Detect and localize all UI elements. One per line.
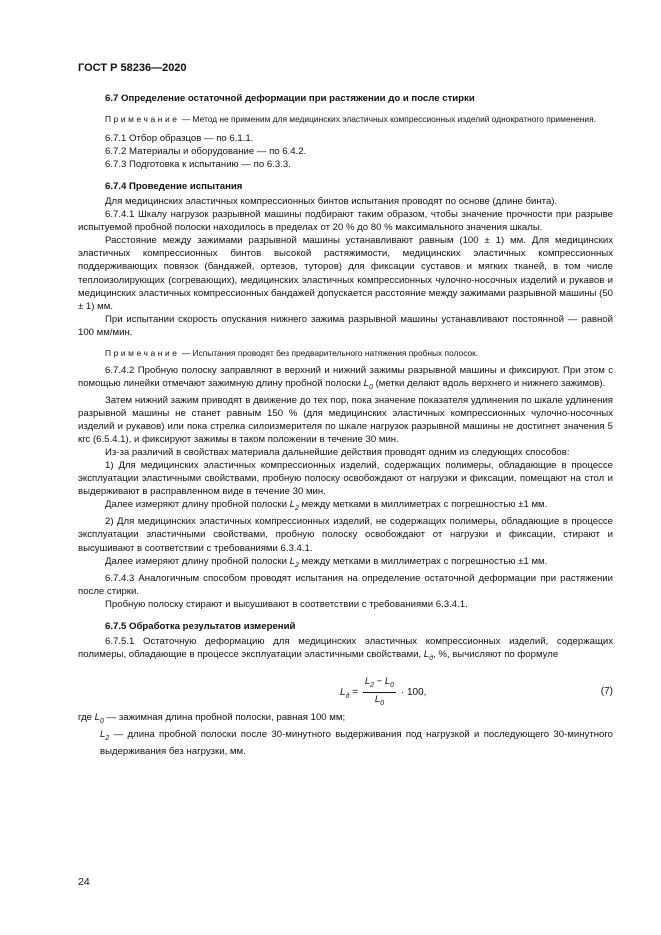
paragraph: Далее измеряют длину пробной полоски $L_2$ между метками в миллиметрах с погрешностью ±1 мм.: [105, 499, 548, 513]
paragraph: Расстояние между зажимами разрывной машины устанавливают равным (100 ± 1) мм. Для медицинских эластичных компрессионных бинтов высокой растяжимости, медицинских эластичных компрессионных поддерживающих повязок (бандажей, ортезов, туторов) для фиксации суставов и мягких тканей, в том числе теплоизолирующих (согревающих), медицинских эластичных компрессионных чулочно-носочных изделий и рукавов и медицинских эластичных компрессионных бандажей допускается расстояние между зажимами разрывной машины (50 ± 1) мм.: [78, 235, 613, 312]
paragraph: 6.7.5.1 Остаточную деформацию для медицинских эластичных компрессионных изделий, содержащих полимеры, обладающие в процессе эксплуатации эластичными свойствами, $L_д$, %, вычисляют по формуле: [78, 636, 613, 662]
item-6-7-2: 6.7.2 Материалы и оборудование — по 6.4.2.: [105, 145, 307, 157]
note-text: — Метод не применим для медицинских эластичных компрессионных изделий однократного применения.: [179, 114, 596, 125]
note-label: Примечание: [105, 348, 180, 358]
document-header: ГОСТ Р 58236—2020: [78, 62, 187, 74]
section-6-7-5-heading: 6.7.5 Обработка результатов измерений: [105, 620, 296, 632]
formula-legend: [78, 711, 613, 758]
paragraph: Из-за различий в свойствах материала дальнейшие действия проводят одним из следующих способов:: [105, 446, 570, 458]
formula-number: (7): [600, 686, 613, 698]
symbol-L0: $L_0$: [363, 377, 373, 391]
legend-row-L2: $L_2$ — длина пробной полоски после 30-минутного выдерживания под нагрузкой и последующего 30-минутного выдерживания без нагрузки, мм.: [100, 729, 613, 758]
paragraph: 6.7.4.1 Шкалу нагрузок разрывной машины подбирают таким образом, чтобы значение прочности при разрыве испытуемой пробной полоски находилось в пределах от 20 % до 80 % максимального значения шкалы.: [78, 209, 613, 234]
paragraph: При испытании скорость опускания нижнего зажима разрывной машины устанавливают постоянной — равной 100 мм/мин.: [78, 313, 613, 338]
note-label: Примечание: [105, 114, 180, 125]
symbol-Ld: $L_д$: [423, 649, 434, 662]
paragraph: 6.7.4.2 Пробную полоску заправляют в верхний и нижний зажимы разрывной машины и фиксируют. При этом с помощью линейки отмечают зажимную длину пробной полоски $L_0$ (метки делают вдоль верхнего и нижнего зажимов).: [78, 364, 613, 391]
section-6-7-heading: 6.7 Определение остаточной деформации при растяжении до и после стирки: [105, 93, 475, 104]
note-text: — Испытания проводят без предварительного натяжения пробных полосок.: [179, 348, 479, 358]
paragraph: 6.7.4.3 Аналогичным способом проводят испытания на определение остаточной деформации при растяжении после стирки.: [78, 572, 613, 597]
note-6-7-4: [78, 348, 613, 360]
page-number: 24: [78, 876, 90, 888]
symbol-L2: $L_2$: [289, 555, 299, 569]
section-6-7-4-heading: 6.7.4 Проведение испытания: [105, 180, 243, 192]
formula-7: [78, 669, 613, 709]
paragraph: Далее измеряют длину пробной полоски $L_2$ между метками в миллиметрах с погрешностью ±1 мм.: [105, 555, 548, 569]
legend-row-L0: где $L_0$ — зажимная длина пробной полоски, равная 100 мм;: [78, 712, 346, 725]
symbol-L2: $L_2$: [289, 499, 299, 513]
paragraph: Для медицинских эластичных компрессионных бинтов испытания проводят по основе (длине бинта).: [105, 195, 558, 207]
paragraph: Затем нижний зажим приводят в движение до тех пор, пока значение показателя удлинения по шкале удлинения разрывной машины не станет равным 150 % (для медицинских эластичных компрессионных чулочно-носочных изделий и рукавов) или пока стрелка силоизмерителя по шкале нагрузок разрывной машины не достигнет значения 5 кгс (6.5.4.1), и фиксируют зажимы в таком положении в течение 30 мин.: [78, 394, 613, 445]
formula-fraction: $\frac{L_2 - L_0}{L_0}$: [364, 676, 395, 707]
paragraph: 2) Для медицинских эластичных компрессионных изделий, не содержащих полимеры, обладающие в процессе эксплуатации эластичными свойствами, пробную полоску освобождают от нагрузки и фиксации, стирают и высушивают в соответствии с требованиями 6.3.4.1.: [78, 516, 613, 554]
paragraph: 1) Для медицинских эластичных компрессионных изделий, содержащих полимеры, обладающие в процессе эксплуатации эластичными свойствами, пробную полоску освобождают от нагрузки и фиксации, помещают на стол и выдерживают в расправленном виде в течение 30 мин.: [78, 460, 613, 498]
paragraph: Пробную полоску стирают и высушивают в соответствии с требованиями 6.3.4.1.: [105, 598, 468, 610]
note-6-7: [78, 114, 613, 126]
document-body: [78, 92, 613, 758]
item-6-7-1: 6.7.1 Отбор образцов — по 6.1.1.: [105, 132, 254, 144]
formula-expression: $L_д$ = $\frac{L_2 - L_0}{L_0}$ · 100,: [340, 675, 426, 710]
item-6-7-3: 6.7.3 Подготовка к испытанию — по 6.3.3.: [105, 158, 291, 170]
